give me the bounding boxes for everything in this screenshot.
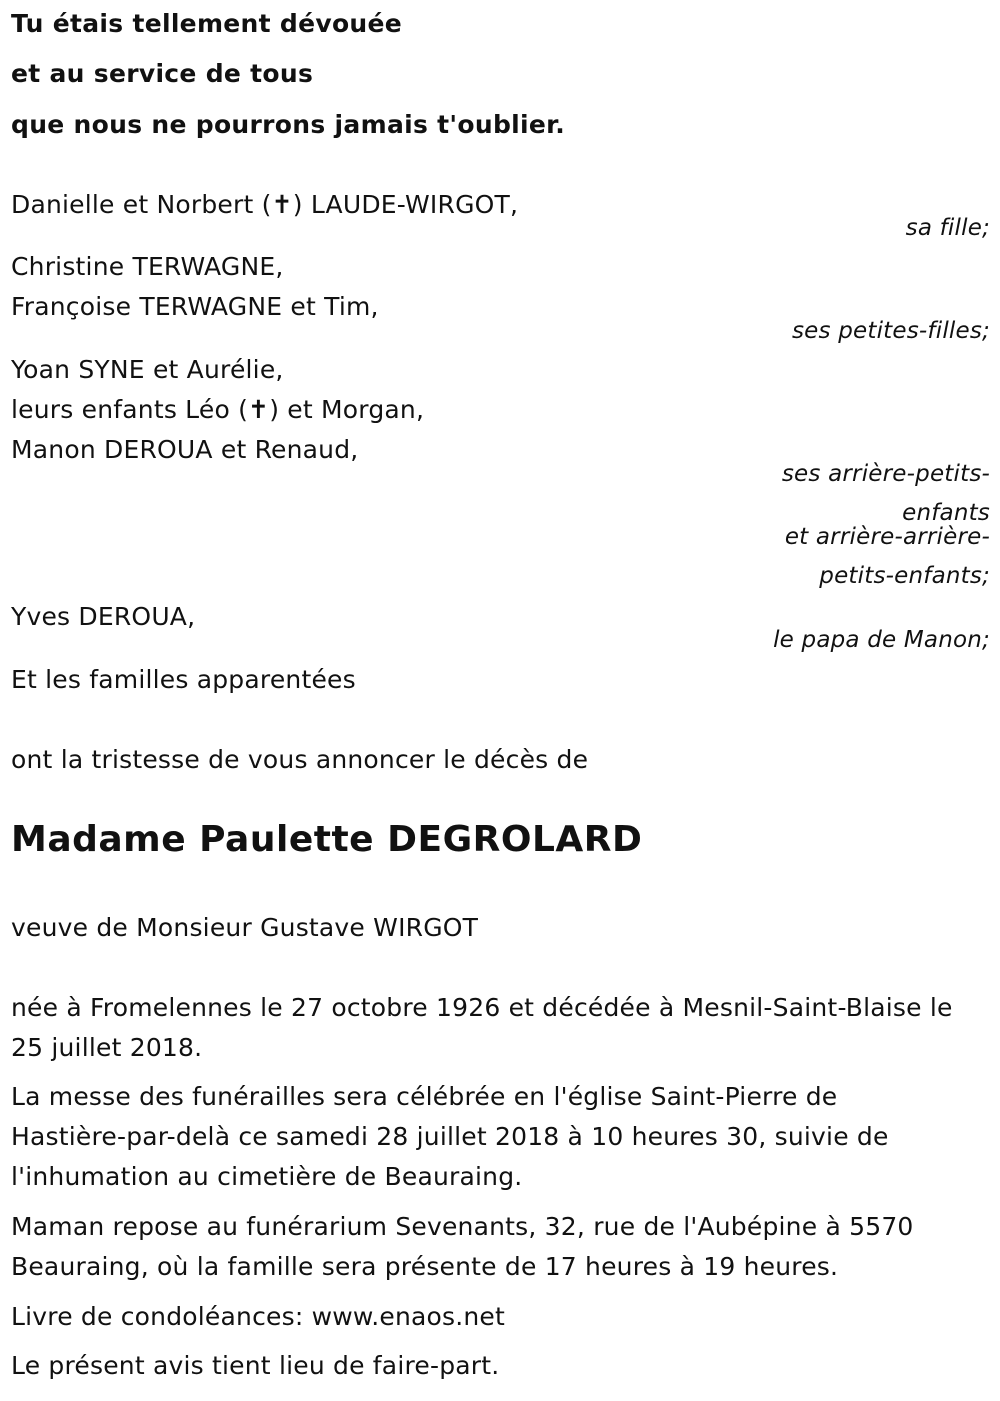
great-grandchildren-relation-2: enfants (902, 500, 990, 526)
great-grandchildren-line-3: Manon DEROUA et Renaud, (11, 435, 359, 464)
poem-line-1: Tu étais tellement dévouée (11, 9, 403, 38)
yves-relation: le papa de Manon; (773, 627, 990, 653)
daughter-relation: sa fille; (905, 215, 990, 241)
granddaughter-line-1: Christine TERWAGNE, (11, 252, 284, 281)
poem-line-2: et au service de tous (11, 59, 314, 88)
birth-death-line-1: née à Fromelennes le 27 octobre 1926 et décédée à Mesnil-Saint-Blaise le (11, 993, 953, 1022)
granddaughter-line-2: Françoise TERWAGNE et Tim, (11, 292, 379, 321)
daughter-line: Danielle et Norbert (✝) LAUDE-WIRGOT, (11, 190, 519, 219)
rest-line-2: Beauraing, où la famille sera présente de 17 heures à 19 heures. (11, 1252, 839, 1281)
birth-death-line-2: 25 juillet 2018. (11, 1033, 203, 1062)
funeral-line-2: Hastière-par-delà ce samedi 28 juillet 2018 à 10 heures 30, suivie de (11, 1122, 889, 1151)
great-grandchildren-line-1: Yoan SYNE et Aurélie, (11, 355, 284, 384)
announcement-line: ont la tristesse de vous annoncer le décès de (11, 745, 589, 774)
great-grandchildren-relation-1: ses arrière-petits- (781, 461, 990, 487)
families-line: Et les familles apparentées (11, 665, 356, 694)
notice-line: Le présent avis tient lieu de faire-part. (11, 1351, 500, 1380)
rest-line-1: Maman repose au funérarium Sevenants, 32, rue de l'Aubépine à 5570 (11, 1212, 914, 1241)
funeral-line-1: La messe des funérailles sera célébrée en l'église Saint-Pierre de (11, 1082, 838, 1111)
granddaughters-relation: ses petites-filles; (792, 318, 990, 344)
yves-line: Yves DEROUA, (11, 602, 196, 631)
widow-line: veuve de Monsieur Gustave WIRGOT (11, 913, 479, 942)
great-grandchildren-relation-4: petits-enfants; (819, 563, 990, 589)
condolences-line: Livre de condoléances: www.enaos.net (11, 1302, 506, 1331)
deceased-name: Madame Paulette DEGROLARD (11, 819, 643, 860)
great-grandchildren-line-2: leurs enfants Léo (✝) et Morgan, (11, 395, 425, 424)
poem-line-3: que nous ne pourrons jamais t'oublier. (11, 110, 565, 139)
funeral-line-3: l'inhumation au cimetière de Beauraing. (11, 1162, 523, 1191)
great-grandchildren-relation-3: et arrière-arrière- (784, 524, 990, 550)
